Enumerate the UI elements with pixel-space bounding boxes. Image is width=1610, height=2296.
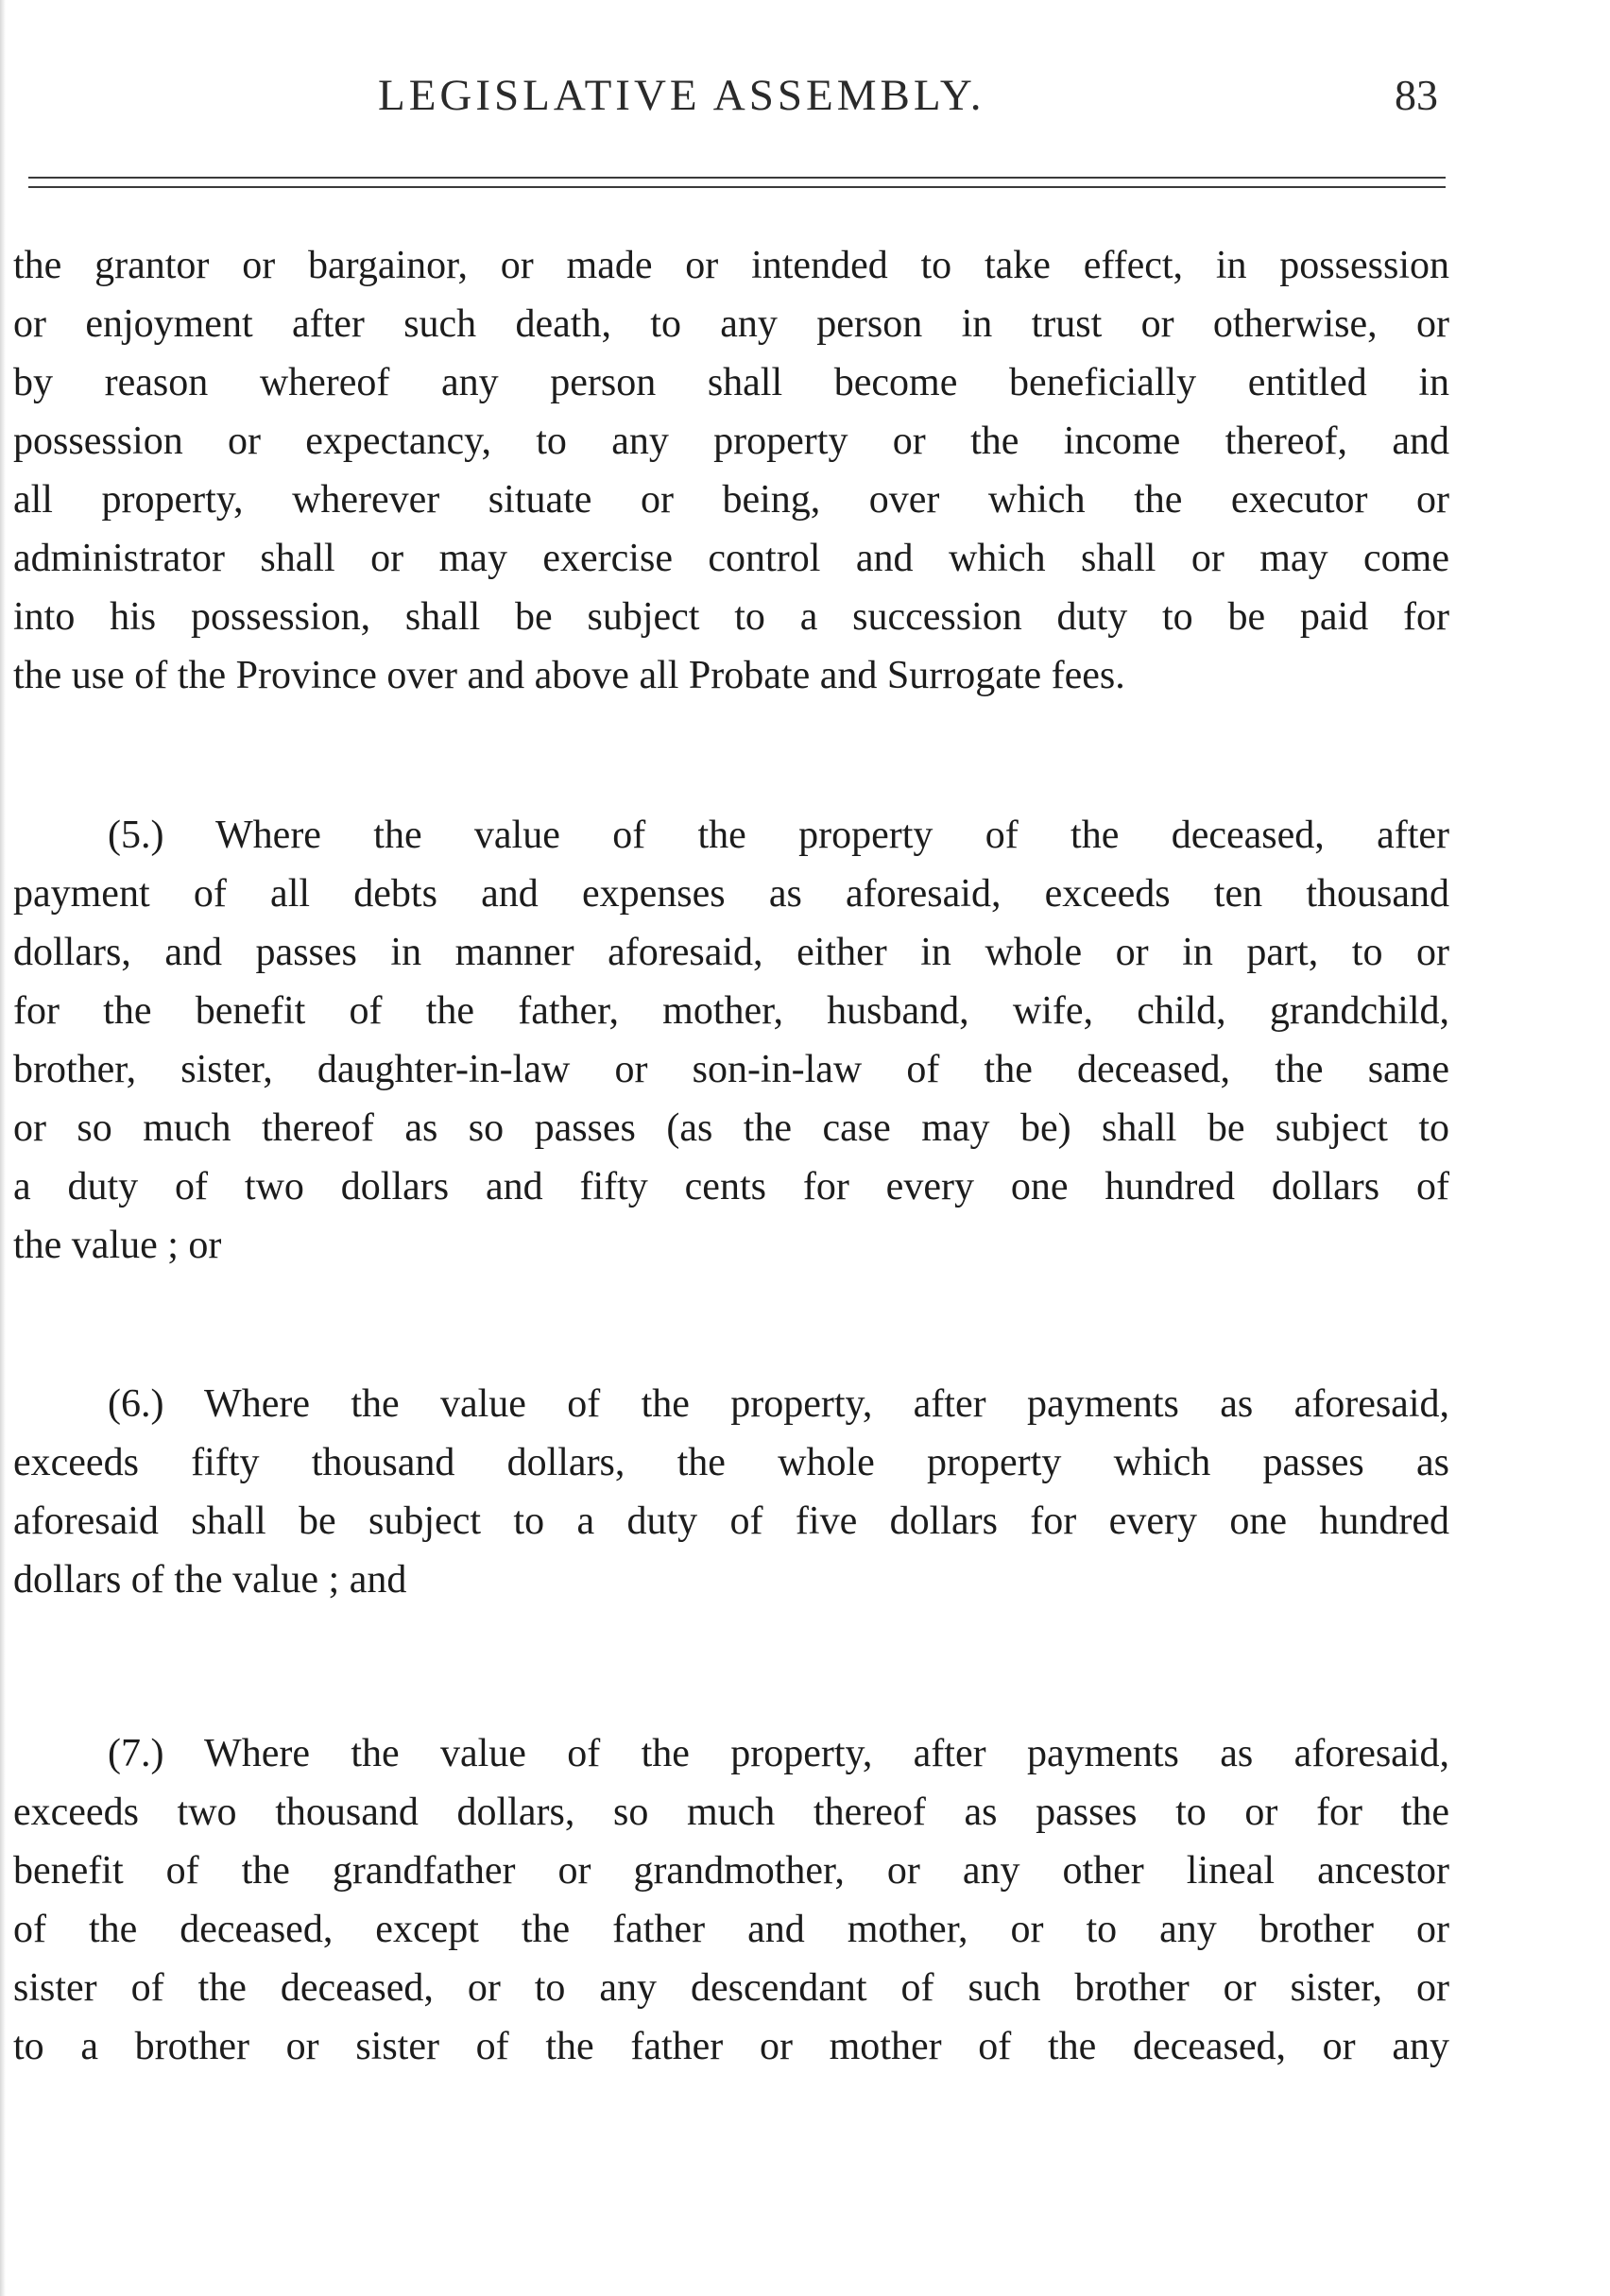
text-line: (7.) Where the value of the property, after payments as aforesaid, <box>108 1732 1449 1775</box>
paragraph-continuation <box>13 236 1449 705</box>
text-line: administrator shall or may exercise control and which shall or may come <box>13 537 1449 580</box>
text-line: payment of all debts and expenses as aforesaid, exceeds ten thousand <box>13 872 1449 916</box>
header-rule-bottom <box>28 186 1446 188</box>
text-line: to a brother or sister of the father or mother of the deceased, or any <box>13 2025 1449 2068</box>
text-line: the use of the Province over and above all Probate and Surrogate fees. <box>13 654 1125 697</box>
text-line: or enjoyment after such death, to any person in trust or otherwise, or <box>13 302 1449 346</box>
text-line: by reason whereof any person shall become beneficially entitled in <box>13 361 1449 404</box>
text-line: all property, wherever situate or being, over which the executor or <box>13 478 1449 522</box>
text-line: the value ; or <box>13 1224 222 1267</box>
text-line: aforesaid shall be subject to a duty of five dollars for every one hundred <box>13 1499 1449 1543</box>
text-line: (6.) Where the value of the property, after payments as aforesaid, <box>108 1382 1449 1426</box>
text-line: benefit of the grandfather or grandmother, or any other lineal ancestor <box>13 1849 1449 1893</box>
text-line: possession or expectancy, to any property or the income thereof, and <box>13 420 1449 463</box>
page-edge-shadow <box>0 0 6 2296</box>
text-line: exceeds fifty thousand dollars, the whole property which passes as <box>13 1441 1449 1484</box>
text-line: for the benefit of the father, mother, husband, wife, child, grandchild, <box>13 989 1449 1033</box>
running-title: LEGISLATIVE ASSEMBLY. <box>378 71 985 120</box>
text-line: exceeds two thousand dollars, so much thereof as passes to or for the <box>13 1791 1449 1834</box>
text-line: or so much thereof as so passes (as the case may be) shall be subject to <box>13 1106 1449 1150</box>
text-line: into his possession, shall be subject to a succession duty to be paid for <box>13 595 1449 639</box>
header-rule-top <box>28 177 1446 179</box>
paragraph-clause-5 <box>13 806 1449 1275</box>
text-line: a duty of two dollars and fifty cents for every one hundred dollars of <box>13 1165 1449 1208</box>
text-line: brother, sister, daughter-in-law or son-in-law of the deceased, the same <box>13 1048 1449 1091</box>
paragraph-clause-7 <box>13 1724 1449 2076</box>
text-line: dollars, and passes in manner aforesaid, either in whole or in part, to or <box>13 931 1449 974</box>
paragraph-clause-6 <box>13 1375 1449 1609</box>
text-line: of the deceased, except the father and mother, or to any brother or <box>13 1908 1449 1951</box>
text-line: (5.) Where the value of the property of the deceased, after <box>108 814 1449 857</box>
text-line: the grantor or bargainor, or made or intended to take effect, in possession <box>13 244 1449 287</box>
page-number: 83 <box>1395 71 1438 119</box>
text-line: sister of the deceased, or to any descendant of such brother or sister, or <box>13 1966 1449 2010</box>
text-line: dollars of the value ; and <box>13 1558 407 1602</box>
